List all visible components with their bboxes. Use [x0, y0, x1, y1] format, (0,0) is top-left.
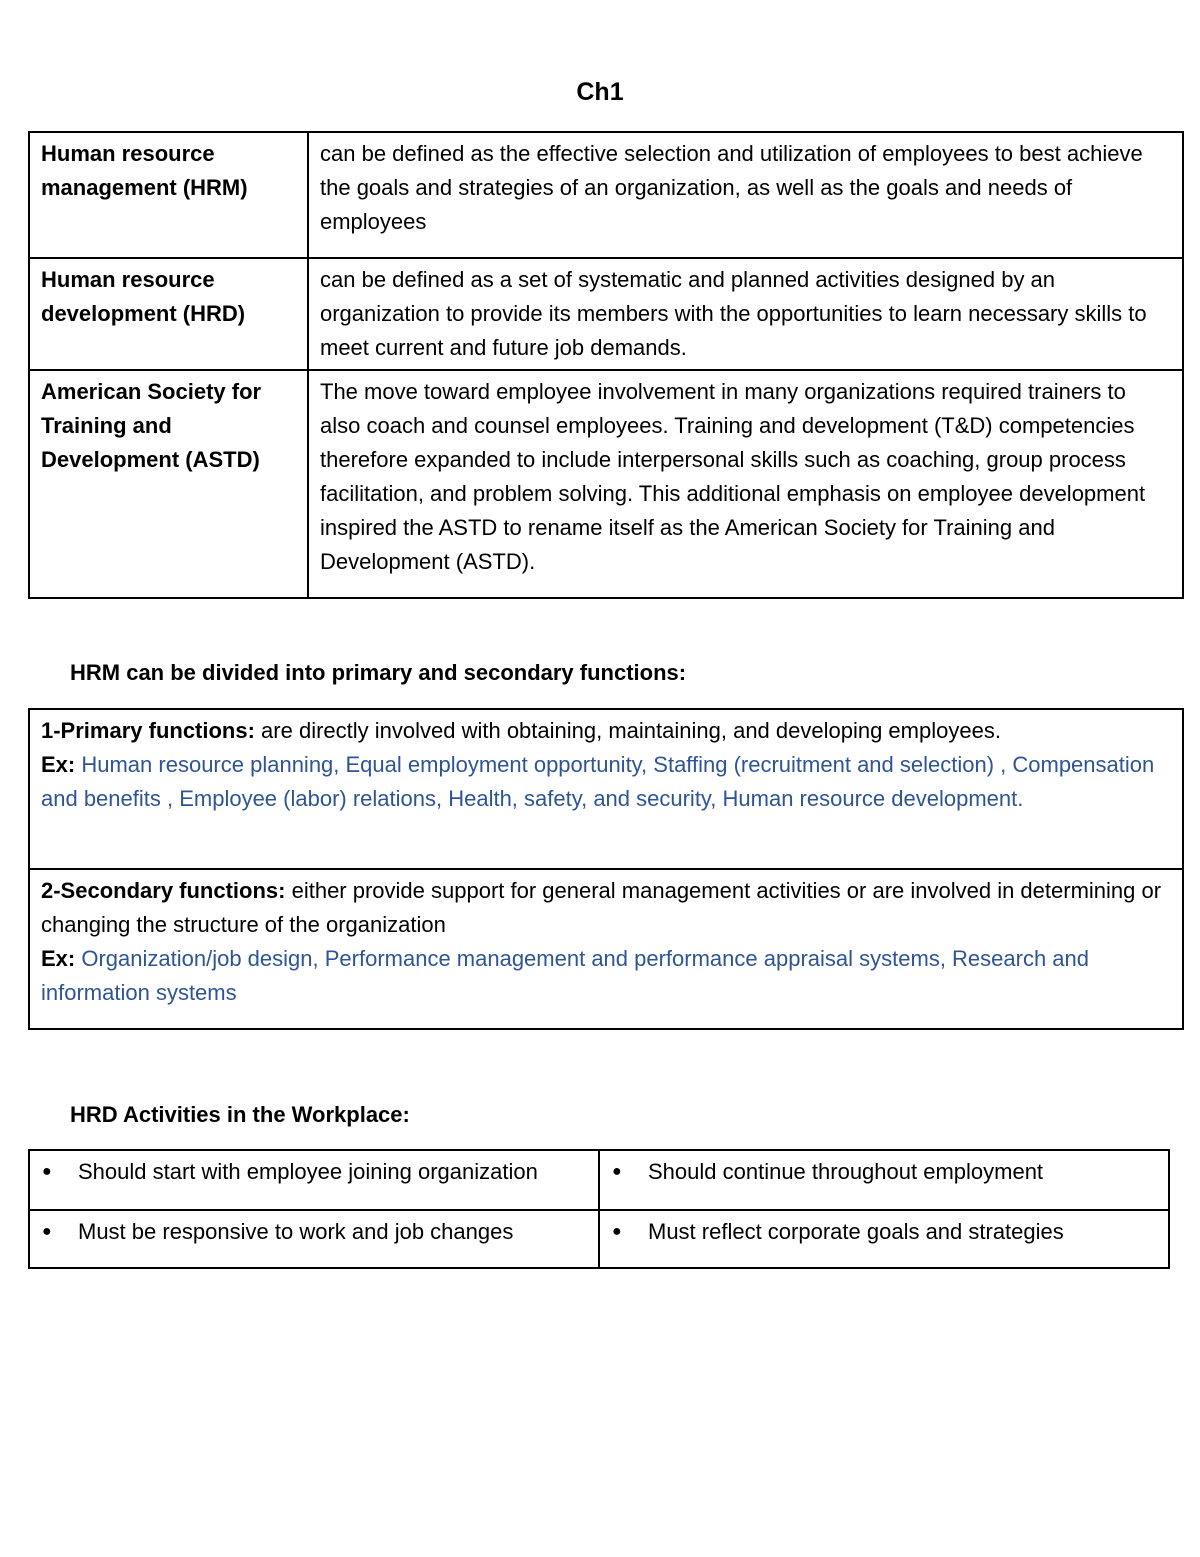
list-item	[38, 1155, 588, 1189]
table-row	[29, 709, 1183, 869]
page-title: Ch1	[576, 78, 624, 106]
primary-functions-cell	[29, 709, 1183, 869]
table-row	[29, 132, 1183, 258]
term-cell: Human resource development (HRD)	[29, 258, 308, 370]
activity-text: Should continue throughout employment	[648, 1159, 1044, 1184]
activity-cell	[29, 1210, 599, 1268]
term-cell: American Society for Training and Development (ASTD)	[29, 370, 308, 598]
list-item	[38, 1215, 588, 1249]
list-item	[608, 1155, 1158, 1189]
activity-text: Must be responsive to work and job changes	[78, 1219, 514, 1244]
table-row	[29, 1210, 1169, 1268]
activities-table	[28, 1149, 1170, 1269]
term-cell: Human resource management (HRM)	[29, 132, 308, 258]
function-description: are directly involved with obtaining, maintaining, and developing employees.	[254, 718, 1001, 743]
table-row	[29, 869, 1183, 1029]
activity-text: Must reflect corporate goals and strategies	[648, 1219, 1064, 1244]
function-examples: Human resource planning, Equal employment opportunity, Staffing (recruitment and selection) , Compensation and benefits , Employee (labor) relations, Health, safety, and security, Human resource development.	[41, 752, 1155, 811]
bullet-icon: ●	[42, 1223, 52, 1240]
table-row	[29, 370, 1183, 598]
example-label: Ex:	[41, 946, 76, 971]
function-title: 1-Primary functions:	[41, 718, 255, 743]
table-row	[29, 258, 1183, 370]
definition-cell: can be defined as the effective selection and utilization of employees to best achieve the goals and strategies of an organization, as well as the goals and needs of employees	[308, 132, 1183, 258]
function-title: 2-Secondary functions:	[41, 878, 286, 903]
bullet-icon: ●	[612, 1163, 622, 1180]
table-row	[29, 1150, 1169, 1210]
activity-text: Should start with employee joining organization	[78, 1159, 538, 1184]
definition-cell: The move toward employee involvement in many organizations required trainers to also coach and counsel employees. Training and development (T&D) competencies therefore expanded to include interpersonal skills such as coaching, group process facilitation, and problem solving. This additional emphasis on employee development inspired the ASTD to rename itself as the American Society for Training and Development (ASTD).	[308, 370, 1183, 598]
definition-cell: can be defined as a set of systematic and planned activities designed by an organization to provide its members with the opportunities to learn necessary skills to meet current and future job demands.	[308, 258, 1183, 370]
functions-heading: HRM can be divided into primary and secondary functions:	[70, 660, 687, 685]
activity-cell	[29, 1150, 599, 1210]
function-description: either provide support for general management activities or are involved in determining or changing the structure of the organization	[41, 878, 1162, 937]
secondary-functions-cell	[29, 869, 1183, 1029]
list-item	[608, 1215, 1158, 1249]
activity-cell	[599, 1210, 1169, 1268]
function-examples: Organization/job design, Performance management and performance appraisal systems, Research and information systems	[41, 946, 1090, 1005]
bullet-icon: ●	[612, 1223, 622, 1240]
activity-cell	[599, 1150, 1169, 1210]
definitions-table	[28, 131, 1184, 599]
bullet-icon: ●	[42, 1163, 52, 1180]
example-label: Ex:	[41, 752, 76, 777]
functions-table	[28, 708, 1184, 1030]
activities-heading: HRD Activities in the Workplace:	[70, 1102, 410, 1127]
